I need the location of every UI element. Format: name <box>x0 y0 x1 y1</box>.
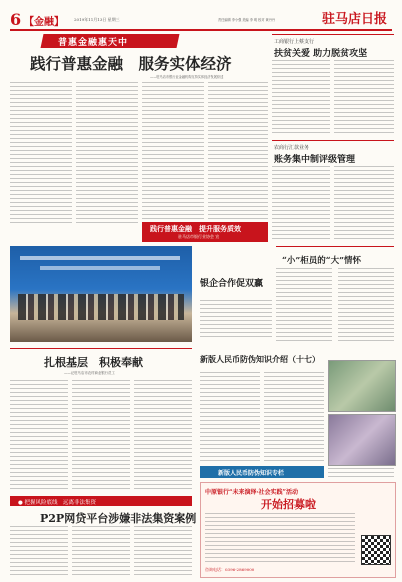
quote-body-a <box>276 268 332 342</box>
bottom-left-body-1 <box>10 380 68 492</box>
bottom-center-body-b <box>264 372 324 464</box>
banknote-image-1 <box>328 360 396 412</box>
feature-banner-text: 普惠金融惠天中 <box>58 38 129 48</box>
page-number: 6 <box>10 10 22 29</box>
bottom-left-rule <box>10 348 192 349</box>
legal-body-3 <box>134 526 192 576</box>
bottom-center-title: 新版人民币防伪知识介绍（十七） <box>200 354 320 364</box>
right-col-rule-1 <box>272 34 394 35</box>
recruit-ad <box>200 482 396 578</box>
bottom-left-body-2 <box>72 380 130 492</box>
banknote-image-2 <box>328 414 396 466</box>
recruit-title: 开始招募啦 <box>261 498 316 511</box>
legal-body-1 <box>10 526 68 576</box>
photo-people <box>18 294 184 320</box>
right-body-2a <box>272 166 330 240</box>
banknote-caption <box>328 468 394 478</box>
header-rule <box>10 29 392 31</box>
right-body-2b <box>334 166 394 240</box>
date-line: 2019年11月13日 星期三 <box>74 17 120 22</box>
feature-body-col-1 <box>10 82 72 224</box>
bottom-center-strip-text: 新版人民币防伪知识专栏 <box>218 470 285 477</box>
ad-strip-line2: 驻马店市银行业协会 宣 <box>178 234 220 239</box>
section-label: 【金融】 <box>24 17 64 28</box>
right-title-2: 账务集中制评级管理 <box>274 155 356 165</box>
photo-caption <box>200 300 272 340</box>
photo-backdrop-text <box>20 256 180 260</box>
bottom-center-strip <box>200 466 324 478</box>
legal-title: P2P网贷平台涉嫌非法集资案例 <box>40 512 197 525</box>
feature-subtitle: ——驻马店市银行业金融机构支持实体经济发展综述 <box>150 75 224 79</box>
recruit-kicker: 中原银行“未来演绎·社会实践”活动 <box>205 489 298 496</box>
legal-kicker: ● 把握风险底线 远离非法集资 <box>18 499 97 506</box>
legal-body-2 <box>72 526 130 576</box>
right-kicker-2: 农商行汇款业务 <box>274 145 310 151</box>
photo-story-title: 银企合作促双赢 <box>200 279 264 289</box>
right-title-1: 扶贫关爱 助力脱贫攻坚 <box>274 49 368 59</box>
bottom-center-body-a <box>200 372 260 464</box>
quote-rule <box>276 246 394 247</box>
feature-body-col-4 <box>208 82 268 224</box>
photo-backdrop-text-2 <box>40 266 160 270</box>
ad-strip-line1: 践行普惠金融 提升服务质效 <box>150 224 241 233</box>
feature-body-col-3 <box>142 82 204 224</box>
right-kicker-1: 工商银行上蔡支行 <box>274 39 315 45</box>
masthead-logo: 驻马店日报 <box>322 12 388 27</box>
page-header <box>10 8 392 32</box>
bottom-left-title: 扎根基层 积极奉献 <box>44 356 143 369</box>
banquet-photo <box>10 246 192 342</box>
bottom-left-subtitle: ——记驻马店市农村商业银行员工 <box>64 371 115 375</box>
ad-strip <box>142 222 268 242</box>
recruit-qr-code <box>361 535 391 565</box>
editor-line: 责任编辑 李小强 美编 李 明 校对 黄丹丹 <box>218 18 276 22</box>
right-column-top <box>272 34 394 242</box>
recruit-hotline: 咨询电话：0396-2869000 <box>205 567 255 572</box>
quote-story-title: “小”柜员的“大”情怀 <box>282 256 362 266</box>
recruit-body <box>205 513 355 565</box>
feature-body-col-2 <box>76 82 138 224</box>
right-col-rule-2 <box>272 140 394 141</box>
bottom-left-body-3 <box>134 380 192 492</box>
legal-kicker-bar <box>10 496 192 506</box>
right-body-1b <box>334 60 394 136</box>
right-body-1a <box>272 60 330 136</box>
feature-title: 践行普惠金融 服务实体经济 <box>30 54 232 73</box>
quote-body-b <box>338 268 394 342</box>
